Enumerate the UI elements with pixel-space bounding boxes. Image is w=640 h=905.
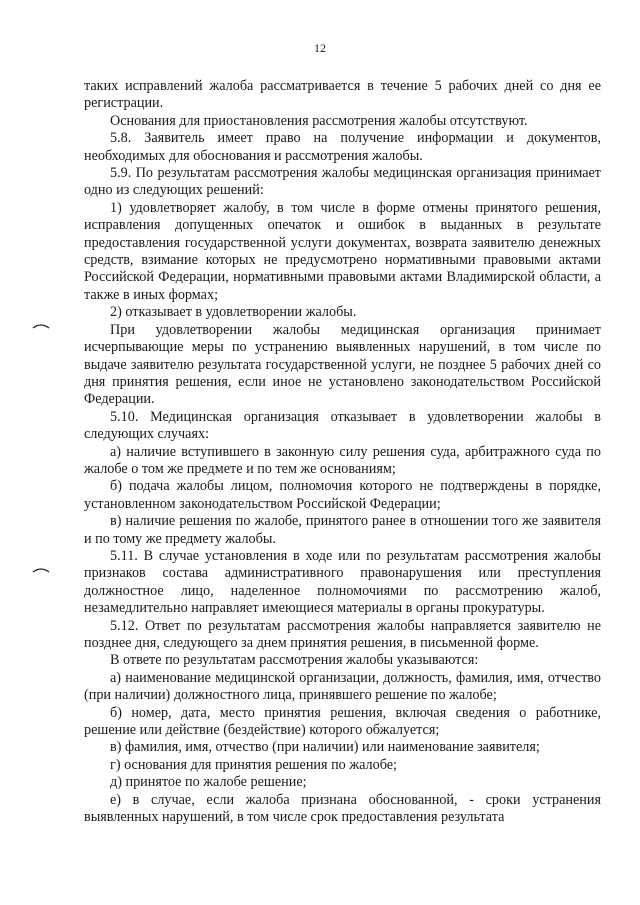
paragraph: Основания для приостановления рассмотрения жалобы отсутствуют. [110, 112, 528, 129]
punch-mark-icon [32, 323, 50, 329]
paragraph-5-10: 5.10. Медицинская организация отказывает в удовлетворении жалобы в следующих случаях: [84, 408, 601, 443]
paragraph-5-12: 5.12. Ответ по результатам рассмотрения жалобы направляется заявителю не позднее дня, следующего за днем принятия решения, в письменной форме. [84, 617, 601, 651]
list-item: б) номер, дата, место принятия решения, включая сведения о работнике, решение или действие (бездействие) которого обжалуется; [84, 704, 601, 739]
list-item: а) наименование медицинской организации, должность, фамилия, имя, отчество (при наличии) должностного лица, принявшего решение по жалобе; [84, 669, 601, 704]
list-item: д) принятое по жалобе решение; [110, 774, 307, 791]
list-item: г) основания для принятия решения по жалобе; [110, 756, 397, 773]
document-body [84, 78, 601, 826]
list-item: б) подача жалобы лицом, полномочия которого не подтверждены в порядке, установленном законодательством Российской Федерации; [84, 478, 601, 512]
list-item: в) наличие решения по жалобе, принятого ранее в отношении того же заявителя и по тому же предмету жалобы. [84, 513, 601, 547]
punch-mark-icon [32, 567, 50, 573]
paragraph-5-11: 5.11. В случае установления в ходе или по результатам рассмотрения жалобы признаков состава административного правонарушения или преступления должностное лицо, наделенное полномочиями по рассмотрению жалоб, незамедлительно направляет имеющиеся материалы в органы прокуратуры. [84, 547, 601, 617]
paragraph-5-8: 5.8. Заявитель имеет право на получение информации и документов, необходимых для обоснования и рассмотрения жалобы. [84, 130, 601, 164]
list-item: 1) удовлетворяет жалобу, в том числе в форме отмены принятого решения, исправления допущенных опечаток и ошибок в выданных в результате предоставления государственной услуги документах, возврата заявителю денежных средств, взимание которых не предусмотрено нормативными правовыми актами Российской Федерации, нормативными правовыми актами Владимирской области, а также в иных формах; [84, 199, 601, 303]
paragraph-5-9: 5.9. По результатам рассмотрения жалобы медицинская организация принимает одно из следующих решений: [84, 165, 601, 199]
list-item: а) наличие вступившего в законную силу решения суда, арбитражного суда по жалобе о том же предмете и по тем же основаниям; [84, 443, 601, 477]
page-number: 12 [314, 41, 326, 55]
list-item: е) в случае, если жалоба признана обоснованной, - сроки устранения выявленных нарушений, в том числе срок предоставления результата [84, 791, 601, 826]
list-item: в) фамилия, имя, отчество (при наличии) или наименование заявителя; [110, 739, 540, 756]
list-item: 2) отказывает в удовлетворении жалобы. [110, 304, 357, 321]
paragraph-continuation: таких исправлений жалоба рассматривается в течение 5 рабочих дней со дня ее регистрации. [84, 78, 601, 112]
paragraph: При удовлетворении жалобы медицинская организация принимает исчерпывающие меры по устранению выявленных нарушений, в том числе по выдаче заявителю результата государственной услуги, не позднее 5 рабочих дней со дня принятия решения, если иное не установлено законодательством Российской Федерации. [84, 321, 601, 408]
paragraph: В ответе по результатам рассмотрения жалобы указываются: [110, 652, 479, 669]
